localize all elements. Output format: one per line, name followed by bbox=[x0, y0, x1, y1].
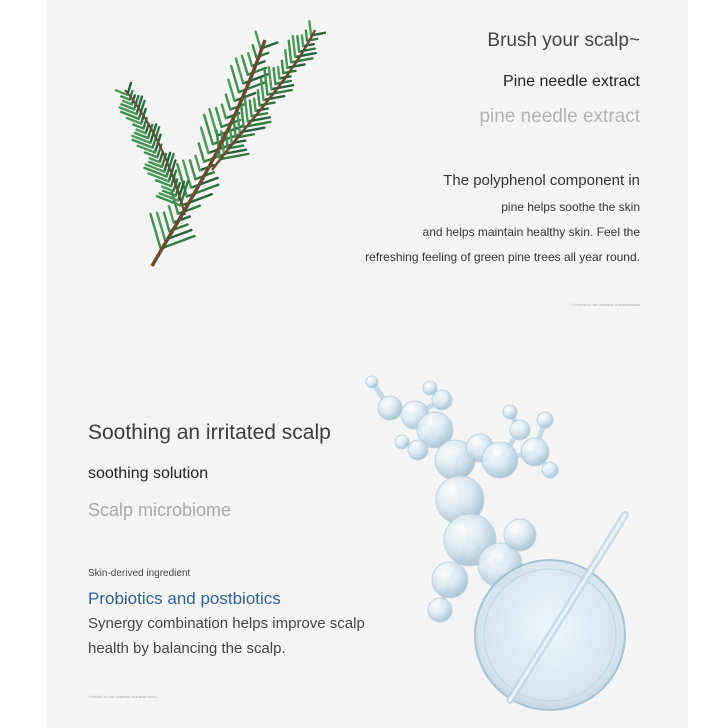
section1-body-line: and helps maintain healthy skin. Feel the bbox=[422, 225, 640, 239]
ingredient-label: Skin-derived ingredient bbox=[88, 568, 191, 579]
section1-footnote: *Limited to raw material characteristics bbox=[571, 302, 640, 307]
section2-body-line: Synergy combination helps improve scalp bbox=[88, 615, 365, 632]
ingredient-name: Probiotics and postbiotics bbox=[88, 589, 281, 608]
section2-footnote: *Limited to raw material characteristics bbox=[88, 694, 157, 699]
pine-branch-image bbox=[100, 0, 340, 280]
section1-subheading: pine needle extract bbox=[479, 106, 640, 127]
section1-heading: Pine needle extract bbox=[503, 73, 640, 90]
section1-body-line: refreshing feeling of green pine trees all year round. bbox=[365, 250, 640, 264]
section2-body-line: health by balancing the scalp. bbox=[88, 640, 286, 657]
section1-body-line: The polyphenol component in bbox=[443, 172, 640, 189]
section1-title: Brush your scalp~ bbox=[487, 30, 640, 51]
section1-body-line: pine helps soothe the skin bbox=[501, 200, 640, 214]
section2-title: Soothing an irritated scalp bbox=[88, 421, 331, 444]
section2-heading: soothing solution bbox=[88, 465, 209, 482]
molecule-petri-dish-image bbox=[360, 370, 640, 720]
section2-subheading: Scalp microbiome bbox=[88, 500, 232, 520]
